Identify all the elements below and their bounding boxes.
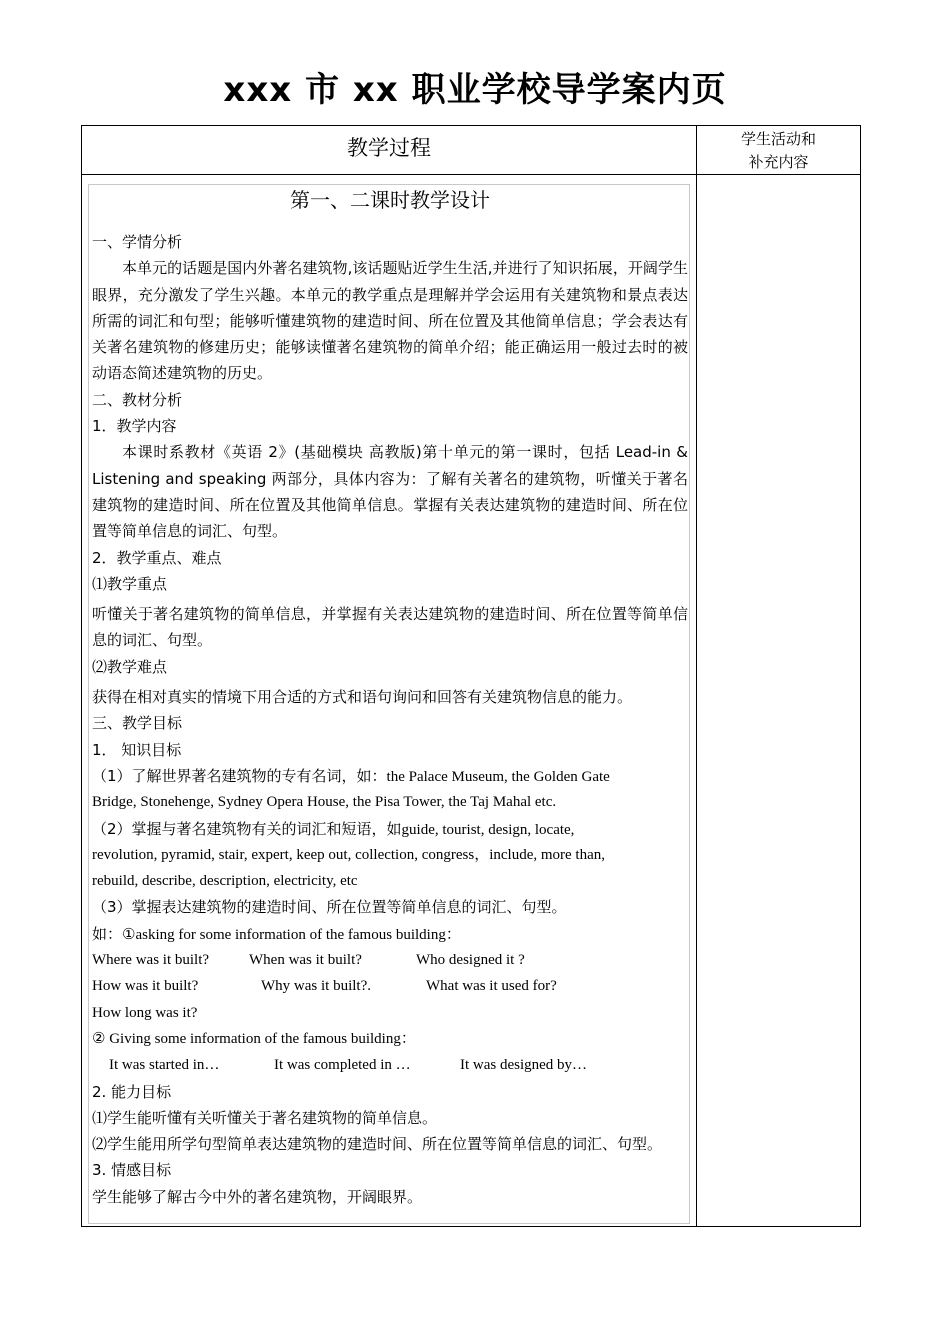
answer-item: It was designed by… <box>460 1057 588 1074</box>
s2-heading: 二、教材分析 <box>92 390 183 409</box>
s1-paragraph: 本单元的话题是国内外著名建筑物,该话题贴近学生生活,并进行了知识拓展，开阔学生眼界，充分激发了学生兴趣。本单元的教学重点是理解并学会运用有关建筑物和景点表达所需的词汇和句型；能够听懂建筑物的建造时间、所在位置及其他简单信息；学会表达有关著名建筑物的修建历史；能够读懂著名建筑物的简单介绍；能正确运用一般过去时的被动语态简述建筑物的历史。 <box>92 259 688 383</box>
column-divider <box>696 126 697 1226</box>
knowledge-item-2-cont2: rebuild, describe, description, electricity, etc <box>92 873 358 890</box>
s2-2-heading: 2．教学重点、难点 <box>92 548 222 567</box>
lesson-content <box>92 185 688 1210</box>
s1-heading: 一、学情分析 <box>92 233 183 251</box>
s3-2-heading: 2. 能力目标 <box>92 1082 172 1101</box>
example-2: ② Giving some information of the famous building： <box>92 1030 416 1047</box>
question-item: How long was it? <box>92 1004 198 1021</box>
header-divider <box>82 174 860 175</box>
header-side-line1: 学生活动和 <box>740 130 816 148</box>
page-title: xxx 市 xx 职业学校导学案内页 <box>223 70 727 110</box>
knowledge-item-1-cont: Bridge, Stonehenge, Sydney Opera House, the Pisa Tower, the Taj Mahal etc. <box>92 794 557 811</box>
answer-item: It was completed in … <box>274 1057 411 1074</box>
s2-2a-heading: ⑴教学重点 <box>92 574 168 593</box>
ability-item-2: ⑵学生能用所学句型简单表达建筑物的建造时间、所在位置等简单信息的词汇、句型。 <box>92 1135 663 1154</box>
question-item: What was it used for? <box>426 978 557 995</box>
knowledge-item-3: （3）掌握表达建筑物的建造时间、所在位置等简单信息的词汇、句型。 <box>92 898 567 917</box>
s2-2a-paragraph: 听懂关于著名建筑物的简单信息，并掌握有关表达建筑物的建造时间、所在位置等简单信息的词汇、句型。 <box>92 605 688 650</box>
question-item: How was it built? <box>92 978 199 995</box>
header-student-activity <box>697 128 860 174</box>
s2-1-heading: 1．教学内容 <box>92 417 177 436</box>
example-1: 如：①asking for some information of the famous building： <box>92 924 461 943</box>
question-row-3 <box>92 1000 688 1026</box>
header-teaching-process: 教学过程 <box>347 136 431 160</box>
s3-heading: 三、教学目标 <box>92 714 183 733</box>
answer-item: It was started in… <box>109 1057 220 1074</box>
question-item: When was it built? <box>249 952 362 969</box>
question-row-1 <box>92 947 688 973</box>
header-side-line2: 补充内容 <box>748 153 809 171</box>
s2-2b-paragraph: 获得在相对真实的情境下用合适的方式和语句询问和回答有关建筑物信息的能力。 <box>92 688 633 707</box>
question-item: Where was it built? <box>92 952 210 969</box>
knowledge-item-2: （2）掌握与著名建筑物有关的词汇和短语，如guide, tourist, design, locate, <box>92 819 575 838</box>
lesson-table <box>81 125 861 1227</box>
ability-item-1: ⑴学生能听懂有关听懂关于著名建筑物的简单信息。 <box>92 1108 438 1127</box>
lesson-content-box <box>88 184 690 1224</box>
emotion-item-1: 学生能够了解古今中外的著名建筑物，开阔眼界。 <box>92 1187 423 1206</box>
s3-1-heading: 1． 知识目标 <box>92 740 182 759</box>
question-row-2 <box>92 973 688 999</box>
s2-1-paragraph: 本课时系教材《英语 2》(基础模块 高教版)第十单元的第一课时，包括 Lead-in & Listening and speaking 两部分，具体内容为：了解有关著名的建筑物，听懂关于著名建筑物的建造时间、所在位置及其他简单信息。掌握有关表达建筑物的建造时间、所在位置等简单信息的词汇、句型。 <box>92 443 688 541</box>
section-title: 第一、二课时教学设计 <box>290 188 490 212</box>
question-item: Who designed it ? <box>416 952 525 969</box>
knowledge-item-1: （1）了解世界著名建筑物的专有名词，如：the Palace Museum, the Golden Gate <box>92 766 610 785</box>
s2-2b-heading: ⑵教学难点 <box>92 657 168 676</box>
s3-3-heading: 3. 情感目标 <box>92 1161 172 1180</box>
question-item: Why was it built?. <box>261 978 371 995</box>
knowledge-item-2-cont: revolution, pyramid, stair, expert, keep out, collection, congress，include, more than, <box>92 846 606 863</box>
answer-row <box>92 1052 688 1078</box>
